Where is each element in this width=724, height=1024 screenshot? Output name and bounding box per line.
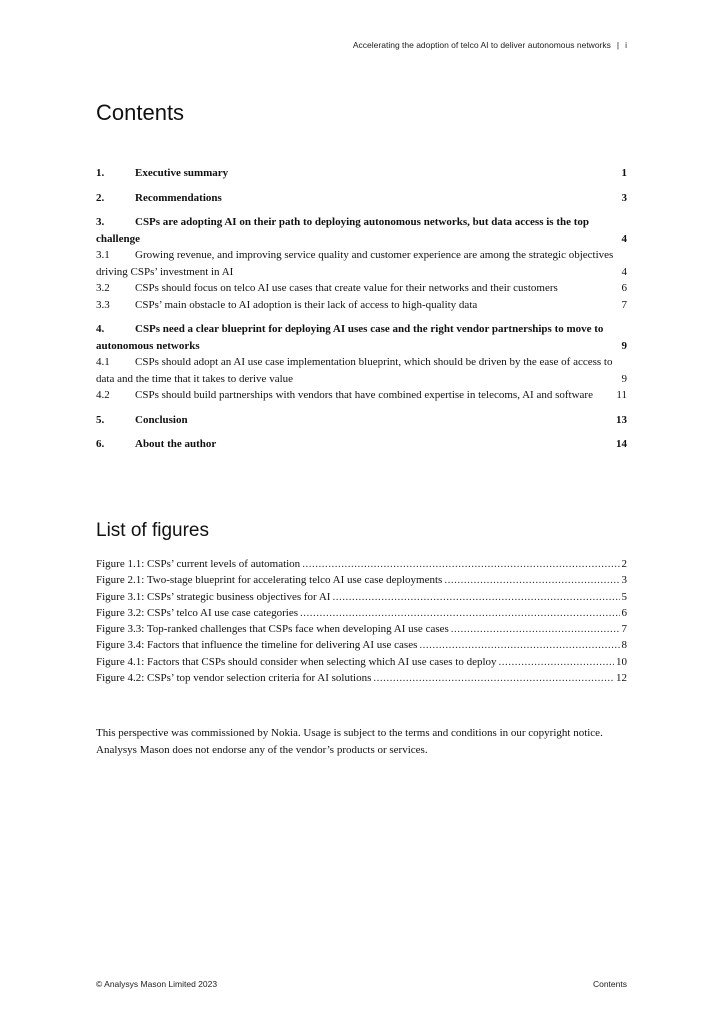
- toc-entry-page: 7: [621, 298, 627, 311]
- figure-title: Figure 4.2: CSPs’ top vendor selection criteria for AI solutions: [96, 672, 372, 685]
- toc-entry-number: 3.: [96, 216, 105, 228]
- toc-entry-page: 3: [621, 191, 627, 204]
- toc-entry-3[interactable]: [96, 214, 627, 247]
- figure-page: 12: [616, 672, 627, 685]
- dot-leader: [419, 637, 619, 653]
- figure-entry[interactable]: [96, 654, 627, 670]
- toc-entry-page: 6: [621, 282, 627, 294]
- figure-entry[interactable]: [96, 589, 627, 605]
- toc-entry-title: CSPs are adopting AI on their path to deploying autonomous networks, but data access is the top challenge: [96, 216, 590, 245]
- toc-entry-page: 14: [616, 438, 627, 450]
- running-header: [353, 40, 627, 50]
- toc-entry-title: Growing revenue, and improving service quality and customer experience are among the strategic objectives driving CSPs’ investment in AI: [96, 249, 614, 278]
- figure-entry[interactable]: [96, 556, 627, 572]
- figure-title: Figure 1.1: CSPs’ current levels of automation: [96, 558, 301, 570]
- dot-leader: [451, 621, 620, 637]
- toc-entry-3-2[interactable]: [96, 280, 627, 297]
- header-title: Accelerating the adoption of telco AI to deliver autonomous networks: [352, 40, 611, 50]
- toc-entry-6[interactable]: [96, 436, 627, 453]
- dot-leader: [499, 654, 614, 670]
- toc-entry-number: 1.: [96, 167, 105, 179]
- toc-entry-title: CSPs should adopt an AI use case implementation blueprint, which should be driven by the ease of access to data and the time that it takes to derive value: [96, 356, 613, 385]
- toc-entry-page: 13: [616, 413, 627, 426]
- commission-note: This perspective was commissioned by Nokia. Usage is subject to the terms and conditions in our copyright notice. Analysys Mason does not endorse any of the vendor’s products or services.: [96, 727, 603, 756]
- dot-leader: [302, 556, 619, 572]
- toc-entry-page: 4: [621, 232, 627, 245]
- figure-title: Figure 3.1: CSPs’ strategic business objectives for AI: [96, 590, 331, 603]
- toc-entry-4[interactable]: [96, 321, 627, 354]
- toc-entry-title: Executive summary: [135, 167, 229, 179]
- toc-entry-title: CSPs should build partnerships with vendors that have combined expertise in telecoms, AI and software: [135, 389, 593, 401]
- figure-title: Figure 2.1: Two-stage blueprint for accelerating telco AI use case deployments: [96, 574, 443, 587]
- toc-entry-title: Conclusion: [135, 413, 188, 426]
- list-of-figures: [96, 556, 627, 686]
- figure-title: Figure 3.2: CSPs’ telco AI use case categories: [96, 606, 299, 619]
- figure-title: Figure 3.4: Factors that influence the timeline for delivering AI use cases: [96, 639, 418, 652]
- toc-entry-title: About the author: [135, 438, 217, 450]
- contents-heading: Contents: [96, 100, 185, 125]
- dot-leader: [332, 589, 619, 605]
- toc-entry-number: 4.: [96, 323, 105, 335]
- footer-section: Contents: [592, 979, 627, 989]
- figure-page: 5: [621, 590, 627, 603]
- figures-heading: List of figures: [96, 520, 209, 541]
- toc-entry-4-1[interactable]: [96, 354, 627, 387]
- header-page-number: i: [625, 40, 627, 50]
- toc-entry-1[interactable]: [96, 165, 627, 182]
- table-of-contents: [96, 165, 627, 453]
- figure-entry[interactable]: [96, 621, 627, 637]
- dot-leader: [444, 572, 619, 588]
- figure-entry[interactable]: [96, 572, 627, 588]
- toc-entry-number: 4.1: [96, 356, 110, 368]
- figure-entry[interactable]: [96, 605, 627, 621]
- figure-page: 10: [616, 655, 627, 668]
- toc-entry-number: 3.3: [96, 298, 110, 311]
- toc-entry-page: 11: [616, 389, 627, 401]
- toc-entry-page: 4: [621, 265, 627, 278]
- toc-entry-page: 1: [621, 167, 627, 179]
- toc-entry-5[interactable]: [96, 412, 627, 429]
- toc-entry-2[interactable]: [96, 190, 627, 207]
- dot-leader: [373, 670, 614, 686]
- figure-page: 8: [621, 639, 627, 652]
- toc-entry-number: 6.: [96, 438, 105, 450]
- toc-entry-title: CSPs’ main obstacle to AI adoption is their lack of access to high-quality data: [135, 298, 478, 311]
- toc-entry-page: 9: [621, 372, 627, 385]
- toc-entry-title: Recommendations: [135, 191, 222, 204]
- figure-entry[interactable]: [96, 637, 627, 653]
- figure-page: 7: [621, 623, 627, 636]
- header-separator: |: [616, 40, 620, 50]
- toc-entry-number: 5.: [96, 413, 105, 426]
- toc-entry-title: CSPs should focus on telco AI use cases that create value for their networks and their customers: [135, 282, 558, 294]
- dot-leader: [300, 605, 619, 621]
- figure-page: 2: [621, 558, 627, 570]
- toc-entry-number: 4.2: [96, 389, 110, 401]
- toc-entry-number: 3.2: [96, 282, 110, 294]
- toc-entry-number: 3.1: [96, 249, 110, 261]
- toc-entry-3-1[interactable]: [96, 247, 627, 280]
- figure-page: 6: [621, 606, 627, 619]
- toc-entry-3-3[interactable]: [96, 297, 627, 314]
- figure-title: Figure 3.3: Top-ranked challenges that CSPs face when developing AI use cases: [96, 623, 449, 636]
- toc-entry-number: 2.: [96, 191, 105, 204]
- toc-entry-page: 9: [621, 339, 627, 352]
- toc-entry-title: CSPs need a clear blueprint for deploying AI uses case and the right vendor partnerships to move to autonomous networks: [96, 323, 604, 352]
- toc-entry-4-2[interactable]: [96, 387, 627, 404]
- footer-copyright: © Analysys Mason Limited 2023: [96, 979, 218, 989]
- figure-entry[interactable]: [96, 670, 627, 686]
- figure-title: Figure 4.1: Factors that CSPs should consider when selecting which AI use cases to deploy: [96, 655, 497, 668]
- figure-page: 3: [621, 574, 627, 587]
